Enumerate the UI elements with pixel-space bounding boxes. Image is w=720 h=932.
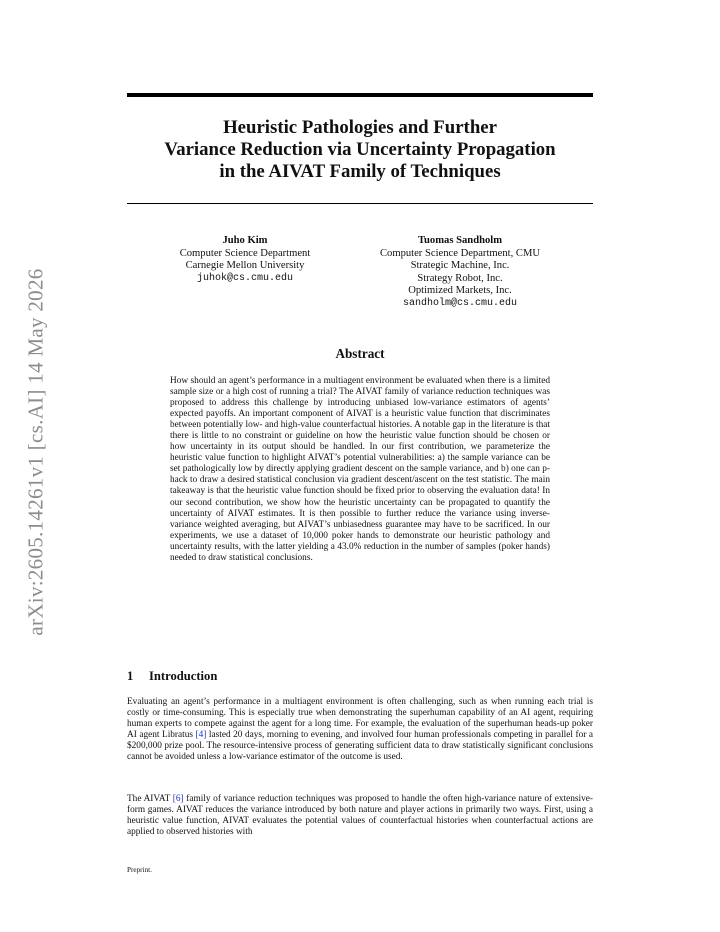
introduction-paragraph-2 [127,794,593,838]
author-affiliation: Strategic Machine, Inc. [410,260,510,271]
title-bottom-rule [127,203,593,204]
citation-link[interactable]: [4] [195,730,207,741]
author-block-1 [150,235,340,285]
author-email: sandholm@cs.cmu.edu [402,297,518,309]
title-top-rule [127,93,593,97]
author-affiliation: Carnegie Mellon University [185,260,305,271]
preprint-footer: Preprint. [127,866,152,874]
section-heading-introduction [127,669,217,684]
author-affiliation: Computer Science Department [179,247,311,259]
abstract-heading: Abstract [335,346,385,361]
author-name: Juho Kim [222,235,268,246]
section-number: 1 [127,669,134,683]
author-affiliation: Optimized Markets, Inc. [408,285,512,296]
author-affiliation: Strategy Robot, Inc. [417,272,503,284]
author-block-2 [350,235,570,310]
paragraph-text: The AIVAT [127,794,173,804]
title-line-1: Heuristic Pathologies and Further [223,117,497,138]
citation-link[interactable]: [6] [172,794,184,804]
paragraph-text: lasted 20 days, morning to evening, and involved four human professionals competing in parallel for a $200,000 prize pool. The resource-intensive process of generating sufficient data to draw statistically significant conclusions cannot be avoided unless a low-variance estimator of the outcome is used. [127,730,593,763]
section-title: Introduction [149,669,218,683]
author-name: Tuomas Sandholm [417,235,503,246]
arxiv-identifier-stamp: arXiv:2605.14261v1 [cs.AI] 14 May 2026 [23,268,48,636]
paper-title [120,117,600,183]
title-line-2: Variance Reduction via Uncertainty Propagation [164,139,556,160]
introduction-paragraph-1 [127,697,593,763]
author-email: juhok@cs.cmu.edu [196,272,293,284]
abstract-text: How should an agent’s performance in a multiagent environment be evaluated when there is a limited sample size or a high cost of running a trial? The AIVAT family of variance reduction techniques was proposed to address this challenge by introducing unbiased low-variance estimators of agents’ expected payoffs. An important component of AIVAT is a heuristic value function that discriminates between potentially low- and high-value counterfactual histories. A notable gap in the literature is that there is little to no constraint or guideline on how the heuristic value function should be chosen or how uncertainty in its output should be handled. In our first contribution, we parameterize the heuristic value function to highlight AIVAT’s potential vulnerabilities: a) the sample variance can be set pathologically low by directly applying gradient descent on the sample variance, and b) one can p-hack to draw a desired statistical conclusion via gradient descent/ascent on the test statistic. The main takeaway is that the heuristic value function should be fixed prior to observing the evaluation data! In our second contribution, we show how the heuristic uncertainty can be propagated to quantify the uncertainty of AIVAT estimates. It is then possible to further reduce the variance using inverse-variance weighted averaging, but AIVAT’s unbiasedness guarantee may have to be sacrificed. In our experiments, we use a dataset of 10,000 poker hands to demonstrate our heuristic pathology and uncertainty results, with the latter yielding a 43.0% reduction in the number of samples (poker hands) needed to draw statistical conclusions. [170,376,550,563]
author-affiliation: Computer Science Department, CMU [379,247,541,259]
paragraph-text: family of variance reduction techniques was proposed to handle the often high-variance nature of extensive-form games. AIVAT reduces the variance introduced by both nature and player actions in primarily two ways. First, using a heuristic value function, AIVAT evaluates the potential values of counterfactual histories when counterfactual actions are applied to observed histories with [127,794,593,838]
title-line-3: in the AIVAT Family of Techniques [219,161,501,182]
paragraph-text: Evaluating an agent’s performance in a multiagent environment is often challenging, such as when running each trial is costly or time-consuming. This is especially true when demonstrating the superhuman capability of an AI agent, requiring human experts to compete against the agent for a long time. For example, the evaluation of the superhuman heads-up poker AI agent Libratus [127,697,593,741]
